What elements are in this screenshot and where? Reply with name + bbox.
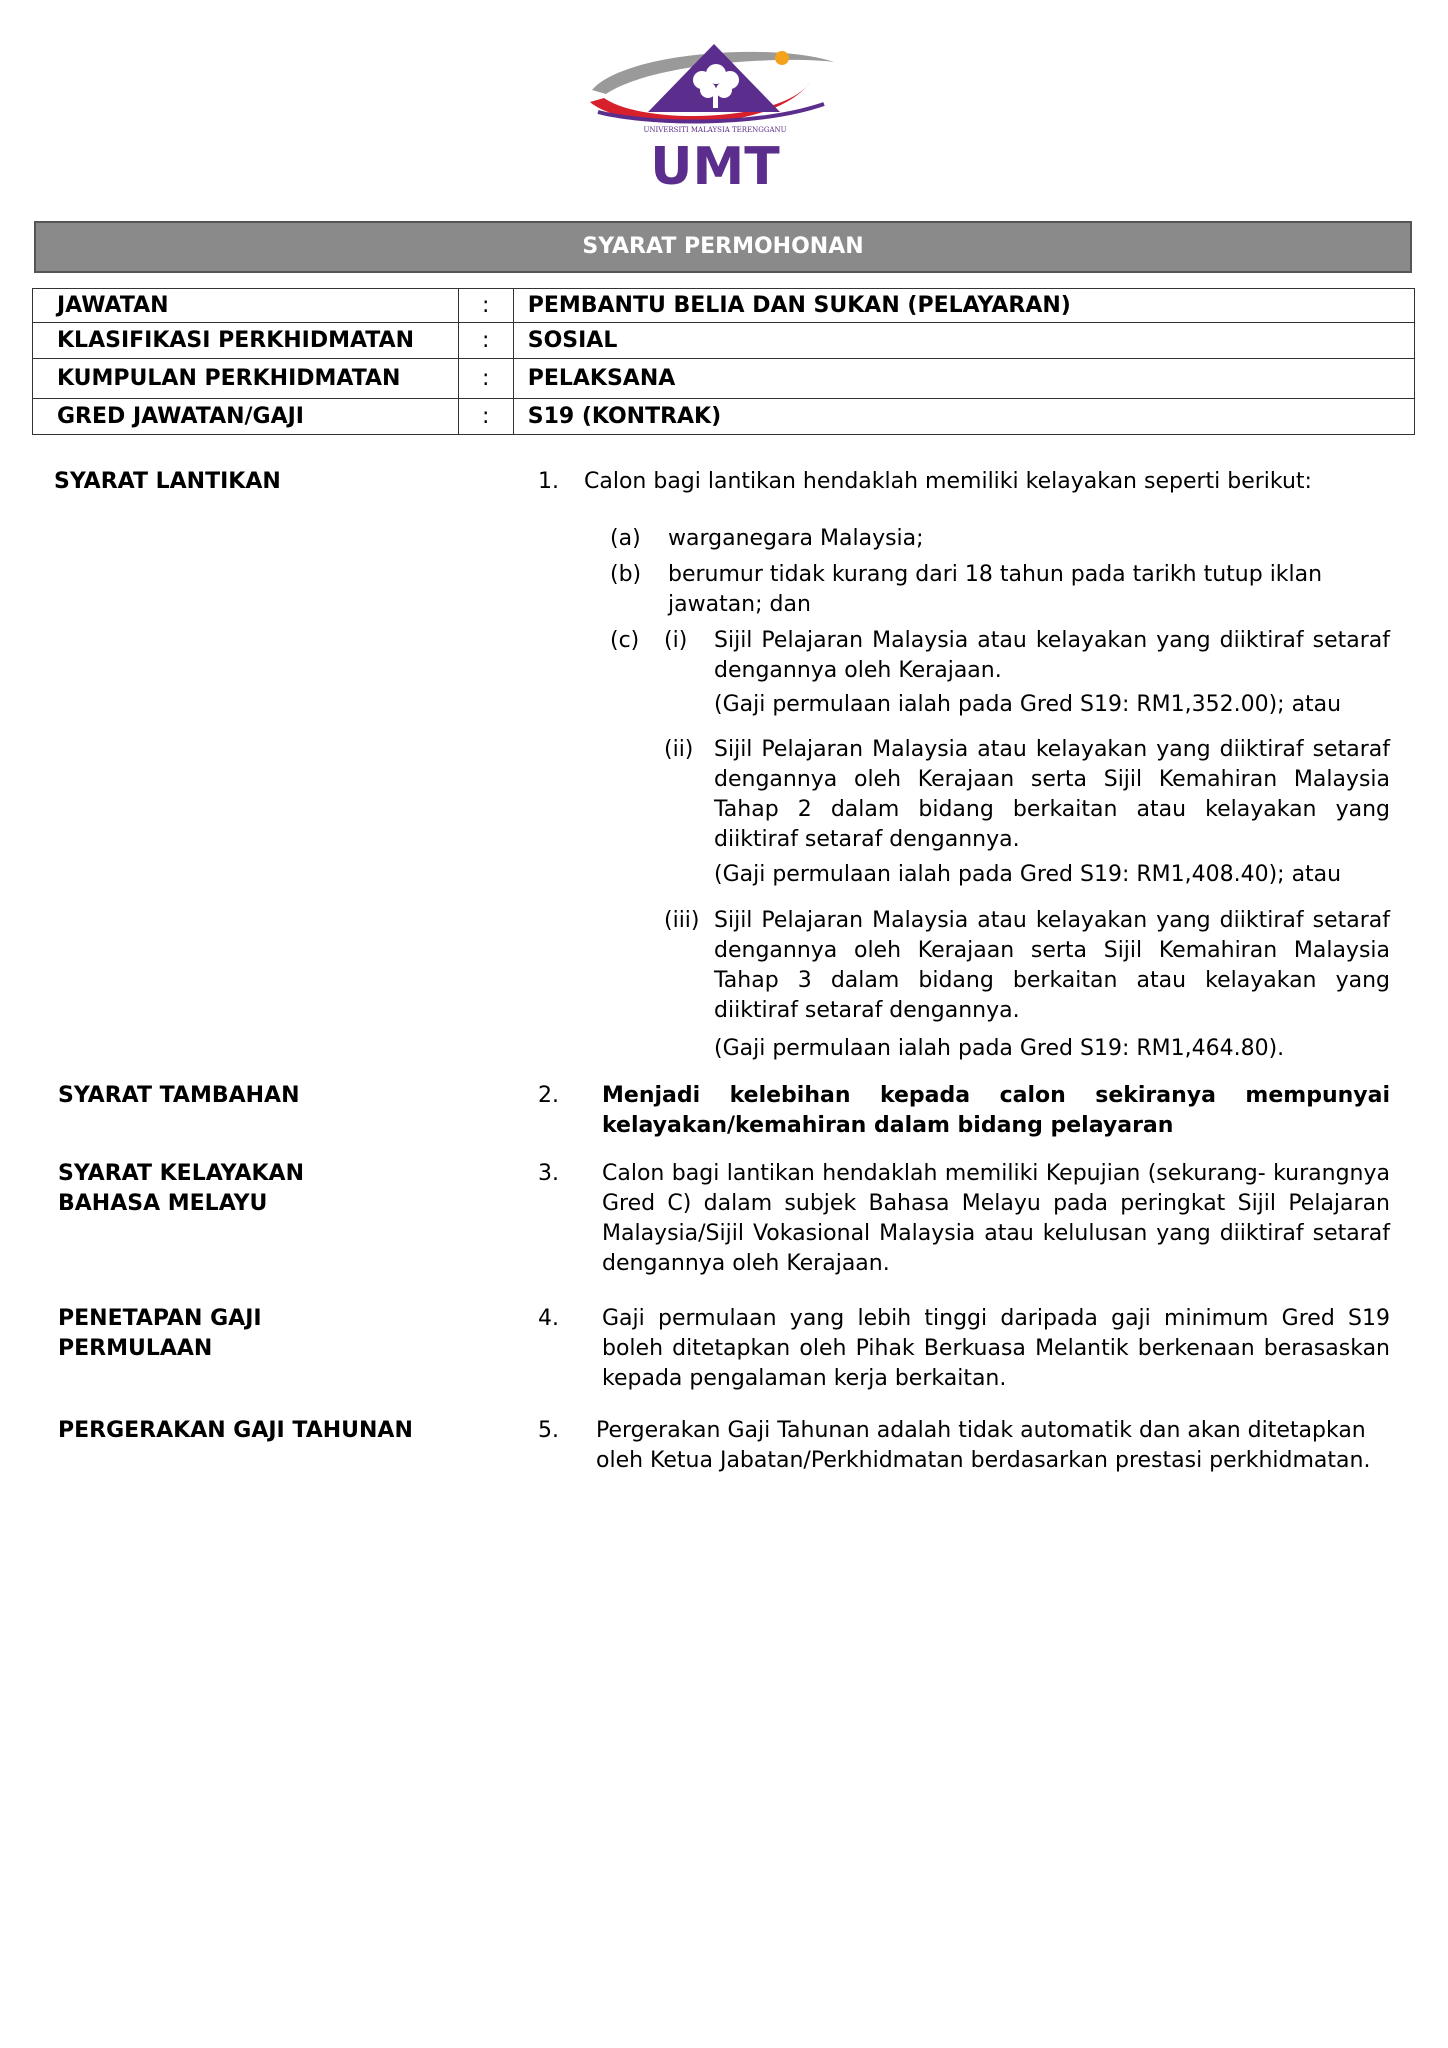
info-value: S19 (KONTRAK) [513,399,1414,435]
info-label: GRED JAWATAN/GAJI [33,399,459,435]
table-row [33,399,1415,435]
penetapan-gaji-label [58,1304,262,1364]
umt-logo-graphic [584,42,846,192]
logo-caption: UNIVERSITI MALAYSIA TERENGGANU [643,126,787,134]
info-value: PEMBANTU BELIA DAN SUKAN (PELAYARAN) [513,289,1414,323]
section-number: 3. [538,1161,559,1186]
position-info-table [32,288,1415,435]
item-marker: (a) [610,526,641,551]
subitem-marker: (iii) [664,908,700,933]
subitem-salary: (Gaji permulaan ialah pada Gred S19: RM1,464.80). [714,1036,1285,1061]
label-line: BAHASA MELAYU [58,1191,268,1216]
tambahan-text: Menjadi kelebihan kepada calon sekiranya mempunyai kelayakan/kemahiran dalam bidang pelayaran [602,1083,1390,1138]
subitem-text: Sijil Pelajaran Malaysia atau kelayakan yang diiktiraf setaraf dengannya oleh Kerajaan. [714,628,1390,683]
label-line: SYARAT KELAYAKAN [58,1161,304,1186]
info-separator: : [458,359,513,399]
info-separator: : [458,323,513,359]
info-label: KUMPULAN PERKHIDMATAN [33,359,459,399]
syarat-tambahan-label: SYARAT TAMBAHAN [58,1083,300,1108]
info-label: JAWATAN [33,289,459,323]
section-number: 2. [538,1083,559,1108]
subitem-marker: (i) [664,628,688,653]
info-separator: : [458,289,513,323]
label-line: PERMULAAN [58,1336,213,1361]
umt-logo [584,42,846,192]
item-text: warganegara Malaysia; [668,526,924,551]
item-marker: (c) [610,628,640,653]
item-marker: (b) [610,562,642,587]
subitem-text: Sijil Pelajaran Malaysia atau kelayakan yang diiktiraf setaraf dengannya oleh Kerajaan serta Sijil Kemahiran Malaysia Tahap 2 dalam bidang berkaitan atau kelayakan yang diiktiraf setaraf dengannya. [714,737,1390,852]
table-row [33,359,1415,399]
pergerakan-text: Pergerakan Gaji Tahunan adalah tidak automatik dan akan ditetapkan oleh Ketua Jabatan/Perkhidmatan berdasarkan prestasi perkhidmatan. [596,1418,1371,1473]
pergerakan-gaji-label: PERGERAKAN GAJI TAHUNAN [58,1418,413,1443]
subitem-salary: (Gaji permulaan ialah pada Gred S19: RM1,408.40); atau [714,862,1342,887]
lantikan-intro: Calon bagi lantikan hendaklah memiliki kelayakan seperti berikut: [584,469,1312,494]
section-banner: SYARAT PERMOHONAN [34,221,1412,273]
section-number: 1. [538,469,559,494]
info-label: KLASIFIKASI PERKHIDMATAN [33,323,459,359]
table-row [33,289,1415,323]
logo-wordmark: UMT [650,137,780,192]
syarat-kelayakan-label [58,1159,304,1219]
penetapan-text: Gaji permulaan yang lebih tinggi daripada gaji minimum Gred S19 boleh ditetapkan oleh Pihak Berkuasa Melantik berkenaan berasaskan kepada pengalaman kerja berkaitan. [602,1306,1390,1391]
info-value: SOSIAL [513,323,1414,359]
item-text: berumur tidak kurang dari 18 tahun pada tarikh tutup iklan jawatan; dan [668,562,1323,617]
bahasa-text: Calon bagi lantikan hendaklah memiliki Kepujian (sekurang- kurangnya Gred C) dalam subjek Bahasa Melayu pada peringkat Sijil Pelajaran Malaysia/Sijil Vokasional Malaysia atau kelulusan yang diiktiraf setaraf dengannya oleh Kerajaan. [602,1161,1390,1276]
label-line: PENETAPAN GAJI [58,1306,262,1331]
syarat-lantikan-label: SYARAT LANTIKAN [54,469,281,494]
section-number: 4. [538,1306,559,1331]
info-separator: : [458,399,513,435]
subitem-marker: (ii) [664,737,694,762]
table-row [33,323,1415,359]
subitem-text: Sijil Pelajaran Malaysia atau kelayakan yang diiktiraf setaraf dengannya oleh Kerajaan serta Sijil Kemahiran Malaysia Tahap 3 dalam bidang berkaitan atau kelayakan yang diiktiraf setaraf dengannya. [714,908,1390,1023]
section-number: 5. [538,1418,559,1443]
info-value: PELAKSANA [513,359,1414,399]
subitem-salary: (Gaji permulaan ialah pada Gred S19: RM1,352.00); atau [714,692,1342,717]
